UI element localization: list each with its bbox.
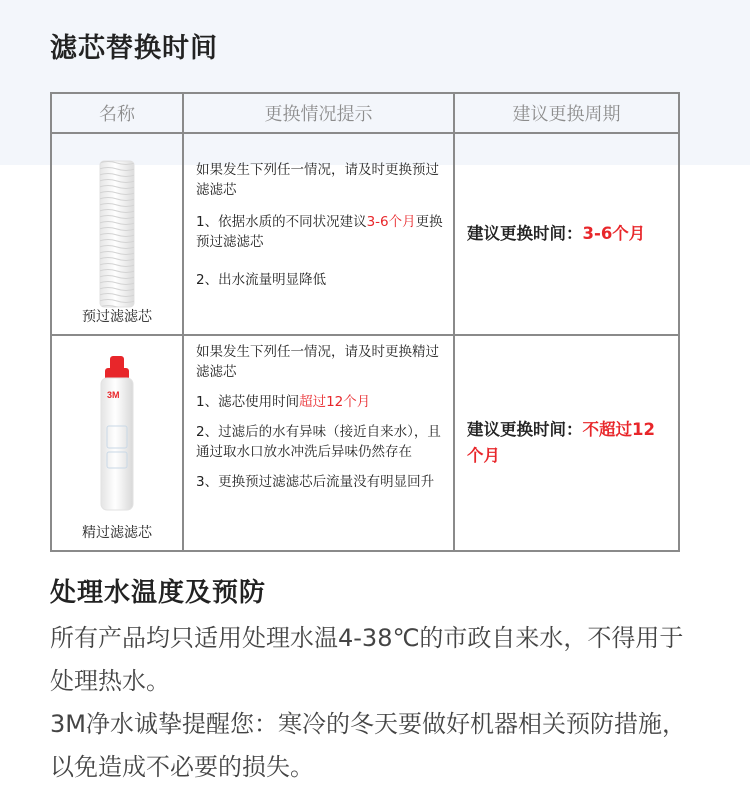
advice-value: 不超过12个月 <box>467 420 655 465</box>
brand-logo: 3M <box>107 390 120 400</box>
table-row <box>51 133 679 335</box>
table-row <box>51 335 679 551</box>
hint-item-2: 2、过滤后的水有异味（接近自来水），且通过取水口放水冲洗后异味仍然存在 <box>196 424 441 460</box>
hint-intro: 如果发生下列任一情况，请及时更换预过滤滤芯 <box>196 162 439 198</box>
header-period: 建议更换周期 <box>454 93 679 133</box>
fine-filter-cartridge-image <box>97 356 137 516</box>
hint-item-1-tail: 更换预过滤滤芯 <box>196 214 443 250</box>
advice-label: 建议更换时间： <box>467 420 583 439</box>
advice-value: 3-6个月 <box>582 224 646 243</box>
hint-intro: 如果发生下列任一情况，请及时更换精过滤滤芯 <box>196 344 439 380</box>
advice-label: 建议更换时间： <box>467 224 583 243</box>
name-cell <box>51 335 183 551</box>
advice-cell <box>454 335 679 551</box>
name-cell <box>51 133 183 335</box>
water-temperature-section <box>50 572 700 789</box>
reminder-paragraph: 3M净水诚挚提醒您：寒冷的冬天要做好机器相关预防措施，以免造成不必要的损失。 <box>50 710 686 781</box>
filter-name: 精过滤滤芯 <box>82 525 152 541</box>
hint-item-2: 2、出水流量明显降低 <box>196 272 327 288</box>
pre-filter-cartridge-image <box>99 160 135 308</box>
filter-replacement-table <box>50 92 680 552</box>
hint-item-3: 3、更换预过滤滤芯后流量没有明显回升 <box>196 474 435 490</box>
header-hint: 更换情况提示 <box>183 93 454 133</box>
advice-cell <box>454 133 679 335</box>
hint-item-1 <box>196 212 443 252</box>
hint-cell <box>183 335 454 551</box>
section-title-water-temperature: 处理水温度及预防 <box>50 578 267 608</box>
hint-cell <box>183 133 454 335</box>
hint-item-1-highlight: 3-6个月 <box>366 214 416 230</box>
hint-item-1-text: 1、滤芯使用时间 <box>196 394 300 410</box>
filter-name: 预过滤滤芯 <box>82 309 152 325</box>
hint-item-1-highlight: 超过12个月 <box>299 394 371 410</box>
header-name: 名称 <box>51 93 183 133</box>
section-title-filter-replacement: 滤芯替换时间 <box>50 33 218 64</box>
table-header-row <box>51 93 679 133</box>
temperature-paragraph: 所有产品均只适用处理水温4-38℃的市政自来水，不得用于处理热水。 <box>50 624 684 695</box>
hint-item-1 <box>196 392 443 412</box>
hint-item-1-text: 1、依据水质的不同状况建议 <box>196 214 367 230</box>
